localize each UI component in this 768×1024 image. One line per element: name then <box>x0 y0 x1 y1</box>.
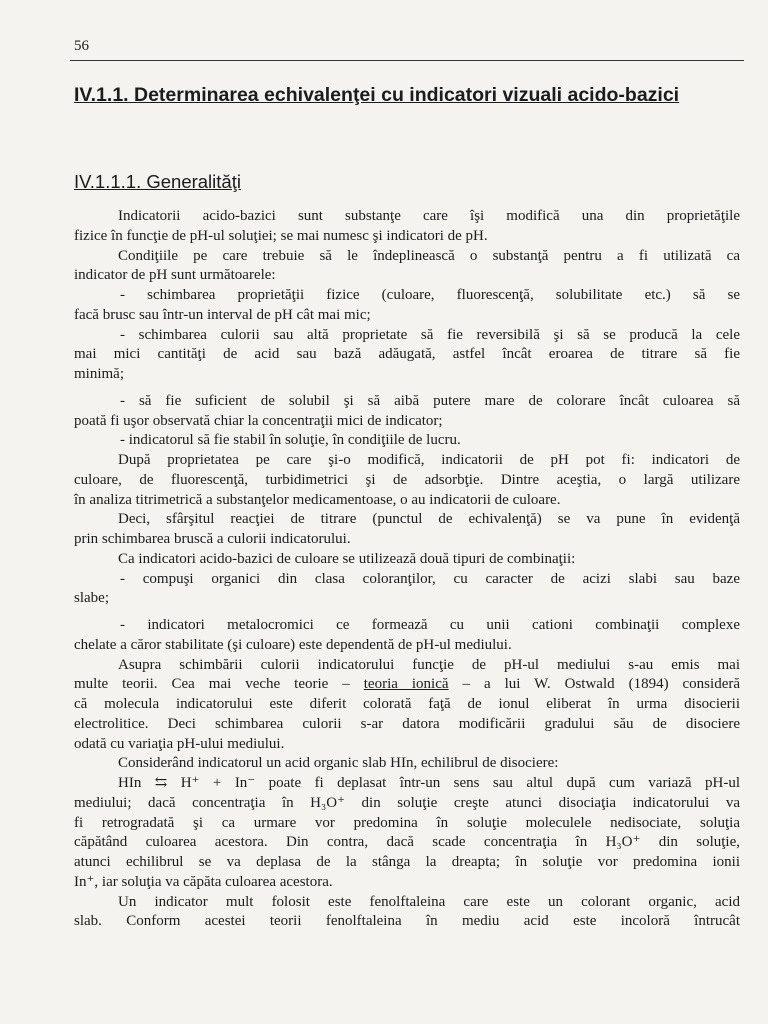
list-item: - indicatorul să fie stabil în soluţie, în condiţiile de lucru. <box>120 432 461 449</box>
text-line: prin schimbarea bruscă a culorii indicatorului. <box>74 531 351 547</box>
text-line: Indicatorii acido-bazici sunt substanţe care îşi modifică una din proprietăţile <box>118 208 740 224</box>
text-line: In⁺, iar soluţia va căpăta culoarea acestora. <box>74 873 333 890</box>
text-line: că molecula indicatorului este diferit colorată faţă de ionul eliberat în urma disocierii <box>74 696 740 712</box>
text-line: Asupra schimbării culorii indicatorului funcţie de pH-ul mediului s-au emis mai <box>118 656 740 673</box>
body-text <box>74 207 740 932</box>
text-line: fi retrogradată şi ca urmare vor predomina în soluţie moleculele nedisociate, soluţia <box>74 814 740 831</box>
text-line: atunci echilibrul se va deplasa de la stânga la dreapta; în soluţie vor predomina ionii <box>74 854 740 870</box>
text-line: Un indicator mult folosit este fenolftaleina care este un colorant organic, acid <box>118 893 740 910</box>
equation-line: HIn ⇆ H⁺ + In⁻ poate fi deplasat într-un sens sau altul după cum variază pH-ul <box>118 775 740 791</box>
text-line: odată cu variaţia pH-ului mediului. <box>74 735 285 752</box>
text-line: Deci, sfârşitul reacţiei de titrare (punctul de echivalenţă) se va pune în evidenţă <box>118 511 740 528</box>
text-segment: multe teorii. Cea mai veche teorie – <box>74 676 364 693</box>
underlined-term: teoria ionică <box>363 676 449 693</box>
list-item: - indicatori metalocromici ce formează cu unii cationi combinaţii complexe <box>120 617 740 633</box>
list-item: - compuşi organici din clasa coloranţilor, cu caracter de acizi slabi sau baze <box>120 570 740 587</box>
text-segment: – a lui W. Ostwald (1894) consideră <box>448 676 741 693</box>
section-title: IV.1.1. Determinarea echivalenţei cu indicatori vizuali acido-bazici <box>74 84 680 106</box>
text-line: slab. Conform acestei teorii fenolftaleina în mediu acid este incoloră întrucât <box>74 913 740 930</box>
header-rule <box>70 60 744 61</box>
text-line: poată fi uşor observată chiar la concentraţii mici de indicator; <box>74 412 443 429</box>
text-line: în analiza titrimetrică a substanţelor medicamentoase, o au indicatorii de culoare. <box>74 491 561 508</box>
text-line: facă brusc sau într-un interval de pH cât mai mic; <box>74 306 371 323</box>
list-item: - să fie suficient de solubil şi să aibă putere mare de colorare încât culoarea să <box>120 392 740 409</box>
text-line: mai mici cantităţi de acid sau bază adăugată, astfel încât eroarea de titrare să fie <box>74 346 740 363</box>
text-line <box>74 675 740 695</box>
list-item: - schimbarea proprietăţii fizice (culoare, fluorescenţă, solubilitate etc.) să se <box>120 287 740 303</box>
text-line: Considerând indicatorul un acid organic slab HIn, echilibrul de disociere: <box>118 755 559 772</box>
text-line: După proprietatea pe care şi-o modifică, indicatorii de pH pot fi: indicatori de <box>118 452 740 468</box>
text-line: slabe; <box>74 590 109 607</box>
text-line: minimă; <box>74 366 124 382</box>
text-line: Ca indicatori acido-bazici de culoare se utilizează două tipuri de combinaţii: <box>118 550 576 567</box>
text-line: chelate a căror stabilitate (şi culoare) este dependentă de pH-ul mediului. <box>74 636 512 653</box>
text-line: mediului; dacă concentraţia în H₃O⁺ din soluţie creşte atunci disociaţia indicatorului va <box>74 794 740 811</box>
text-line: căpătând culoarea acestora. Din contra, dacă scade concentraţia în H₃O⁺ din soluţie, <box>74 834 740 851</box>
page-number: 56 <box>74 38 89 54</box>
text-line: electrolitice. Deci schimbarea culorii s-ar datora modificării gradului său de disociere <box>74 715 740 732</box>
text-line: culoare, de fluorescenţă, turbidimetrici şi de adsorbţie. Dintre aceştia, o largă utilizare <box>74 471 740 488</box>
text-line: fizice în funcţie de pH-ul soluţiei; se mai numesc şi indicatori de pH. <box>74 227 488 244</box>
subsection-title: IV.1.1.1. Generalităţi <box>74 171 241 192</box>
text-line: indicator de pH sunt următoarele: <box>74 267 276 284</box>
list-item: - schimbarea culorii sau altă proprietate să fie reversibilă şi să se producă la cele <box>120 326 740 343</box>
text-line: Condiţiile pe care trebuie să le îndeplinească o substanţă pentru a fi utilizată ca <box>118 247 740 264</box>
